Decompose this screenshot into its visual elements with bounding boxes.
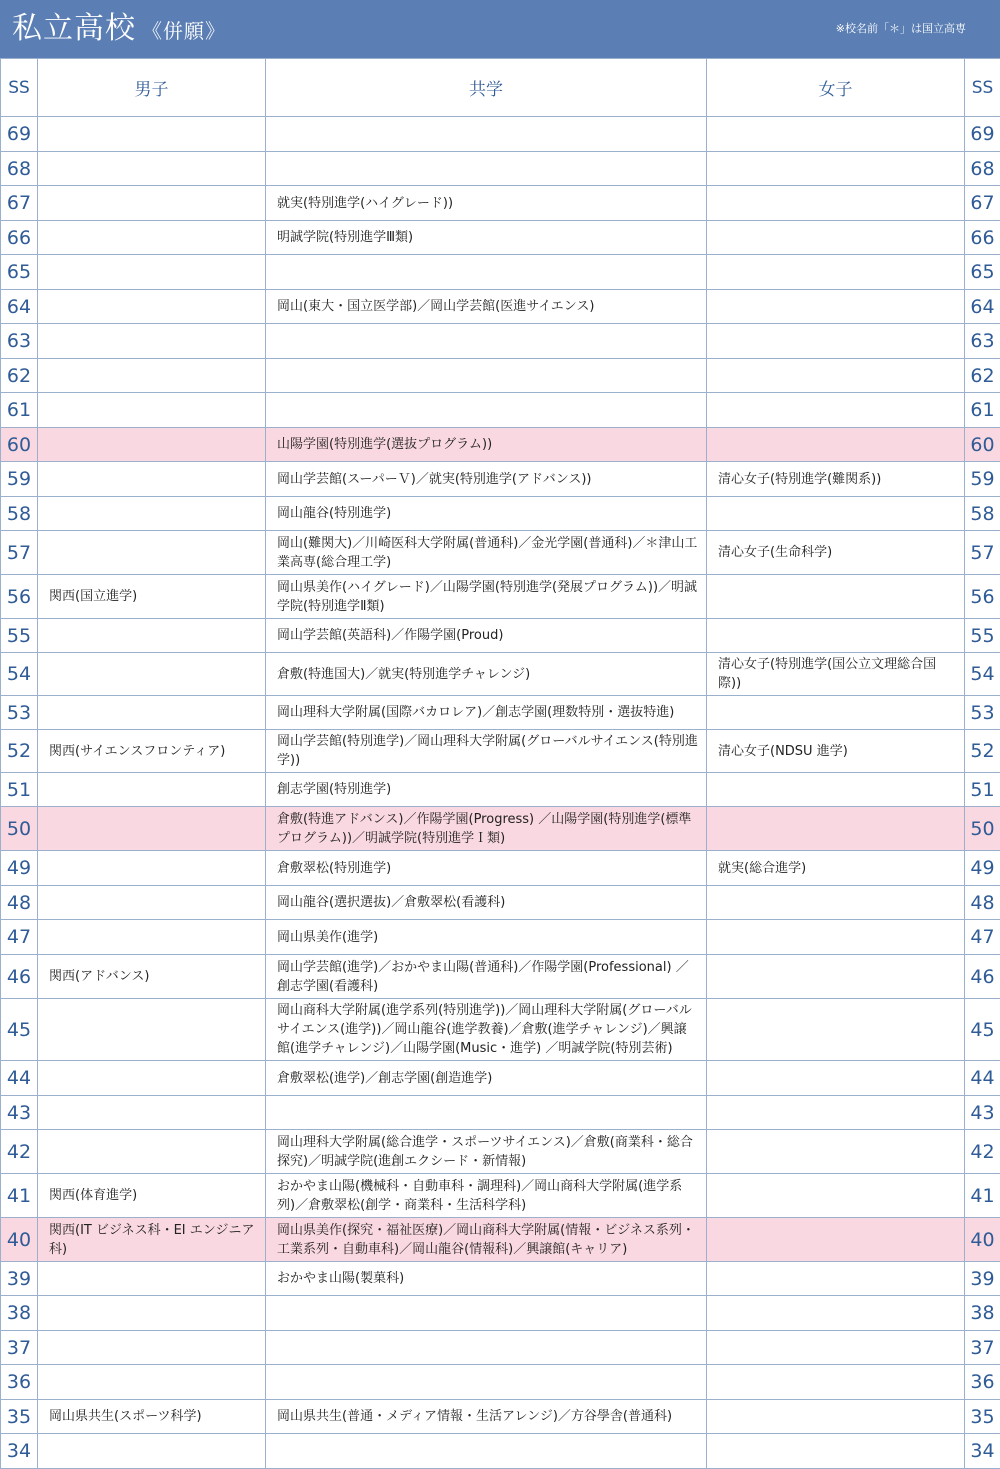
ss-left-cell: 55 <box>1 619 38 653</box>
ss-right-cell: 64 <box>965 290 1000 324</box>
ss-right-cell: 60 <box>965 428 1000 462</box>
girls-cell <box>707 1262 965 1296</box>
girls-cell <box>707 324 965 359</box>
table-row <box>1 186 1000 221</box>
boys-cell <box>38 807 266 851</box>
coed-cell: 岡山(難関大)／川崎医科大学附属(普通科)／金光学園(普通科)／＊津山工業高専(総合理工学) <box>266 531 707 575</box>
ss-right-cell: 65 <box>965 255 1000 290</box>
coed-cell: 創志学園(特別進学) <box>266 773 707 807</box>
boys-cell <box>38 1365 266 1400</box>
table-row <box>1 619 1000 653</box>
table-row <box>1 497 1000 531</box>
ss-left-cell: 37 <box>1 1331 38 1365</box>
boys-cell <box>38 696 266 730</box>
coed-cell <box>266 359 707 393</box>
table-row <box>1 1174 1000 1218</box>
girls-cell <box>707 807 965 851</box>
ss-right-cell: 63 <box>965 324 1000 359</box>
ss-left-cell: 68 <box>1 152 38 186</box>
ss-right-cell: 34 <box>965 1434 1000 1469</box>
coed-cell <box>266 255 707 290</box>
coed-cell: 倉敷(特進国大)／就実(特別進学チャレンジ) <box>266 653 707 696</box>
boys-cell <box>38 1262 266 1296</box>
table-row <box>1 117 1000 152</box>
table-row <box>1 462 1000 497</box>
header-coed: 共学 <box>266 59 707 117</box>
table-row <box>1 851 1000 886</box>
header-ss-right: SS <box>965 59 1000 117</box>
coed-cell: 岡山(東大・国立医学部)／岡山学芸館(医進サイエンス) <box>266 290 707 324</box>
boys-cell <box>38 428 266 462</box>
girls-cell <box>707 920 965 955</box>
girls-cell: 就実(総合進学) <box>707 851 965 886</box>
table-row <box>1 1130 1000 1174</box>
ranking-table <box>0 58 1000 1469</box>
ss-left-cell: 39 <box>1 1262 38 1296</box>
table-row <box>1 920 1000 955</box>
ss-right-cell: 40 <box>965 1218 1000 1262</box>
ss-right-cell: 46 <box>965 955 1000 999</box>
boys-cell <box>38 886 266 920</box>
girls-cell: 清心女子(生命科学) <box>707 531 965 575</box>
girls-cell <box>707 1218 965 1262</box>
coed-cell: 山陽学園(特別進学(選抜プログラム)) <box>266 428 707 462</box>
coed-cell: 岡山理科大学附属(総合進学・スポーツサイエンス)／倉敷(商業科・総合探究)／明誠学院(進創エクシード・新情報) <box>266 1130 707 1174</box>
ss-left-cell: 64 <box>1 290 38 324</box>
table-row <box>1 575 1000 619</box>
girls-cell <box>707 1331 965 1365</box>
table-row <box>1 428 1000 462</box>
ss-right-cell: 50 <box>965 807 1000 851</box>
boys-cell <box>38 255 266 290</box>
ss-left-cell: 44 <box>1 1061 38 1096</box>
girls-cell <box>707 393 965 428</box>
table-row <box>1 999 1000 1061</box>
ss-left-cell: 41 <box>1 1174 38 1218</box>
ss-left-cell: 50 <box>1 807 38 851</box>
ss-left-cell: 36 <box>1 1365 38 1400</box>
table-header-row <box>1 59 1000 117</box>
boys-cell <box>38 653 266 696</box>
ss-left-cell: 38 <box>1 1296 38 1331</box>
ss-right-cell: 58 <box>965 497 1000 531</box>
ss-right-cell: 52 <box>965 730 1000 773</box>
ss-left-cell: 48 <box>1 886 38 920</box>
ss-left-cell: 54 <box>1 653 38 696</box>
table-row <box>1 1434 1000 1469</box>
table-row <box>1 1262 1000 1296</box>
table-row <box>1 773 1000 807</box>
boys-cell <box>38 773 266 807</box>
girls-cell <box>707 428 965 462</box>
ss-left-cell: 43 <box>1 1096 38 1130</box>
boys-cell <box>38 999 266 1061</box>
header-note: ※校名前「＊」は国立高専 <box>836 22 966 36</box>
table-row <box>1 1218 1000 1262</box>
girls-cell <box>707 1061 965 1096</box>
table-body <box>1 117 1000 1469</box>
boys-cell: 関西(IT ビジネス科・EI エンジニア科) <box>38 1218 266 1262</box>
ss-right-cell: 59 <box>965 462 1000 497</box>
boys-cell: 関西(国立進学) <box>38 575 266 619</box>
girls-cell <box>707 255 965 290</box>
coed-cell: 岡山県美作(進学) <box>266 920 707 955</box>
coed-cell: 倉敷翠松(特別進学) <box>266 851 707 886</box>
boys-cell <box>38 1130 266 1174</box>
boys-cell <box>38 1296 266 1331</box>
boys-cell <box>38 152 266 186</box>
ss-left-cell: 69 <box>1 117 38 152</box>
header-bar <box>0 0 1000 58</box>
boys-cell <box>38 324 266 359</box>
boys-cell <box>38 1434 266 1469</box>
boys-cell <box>38 393 266 428</box>
coed-cell <box>266 324 707 359</box>
table-row <box>1 1400 1000 1434</box>
ss-left-cell: 67 <box>1 186 38 221</box>
header-ss-left: SS <box>1 59 38 117</box>
girls-cell: 清心女子(特別進学(国公立文理総合国際)) <box>707 653 965 696</box>
ss-left-cell: 47 <box>1 920 38 955</box>
ss-left-cell: 57 <box>1 531 38 575</box>
ss-left-cell: 34 <box>1 1434 38 1469</box>
table-row <box>1 1096 1000 1130</box>
header-boys: 男子 <box>38 59 266 117</box>
girls-cell <box>707 186 965 221</box>
ss-right-cell: 43 <box>965 1096 1000 1130</box>
boys-cell <box>38 497 266 531</box>
ss-right-cell: 67 <box>965 186 1000 221</box>
coed-cell: 岡山学芸館(英語科)／作陽学園(Proud) <box>266 619 707 653</box>
girls-cell <box>707 1296 965 1331</box>
girls-cell <box>707 1400 965 1434</box>
table-row <box>1 359 1000 393</box>
ss-right-cell: 61 <box>965 393 1000 428</box>
ss-right-cell: 62 <box>965 359 1000 393</box>
coed-cell: 岡山学芸館(進学)／おかやま山陽(普通科)／作陽学園(Professional) ／創志学園(看護科) <box>266 955 707 999</box>
girls-cell <box>707 886 965 920</box>
ss-right-cell: 51 <box>965 773 1000 807</box>
girls-cell <box>707 359 965 393</box>
girls-cell <box>707 1365 965 1400</box>
coed-cell: 倉敷翠松(進学)／創志学園(創造進学) <box>266 1061 707 1096</box>
girls-cell <box>707 290 965 324</box>
girls-cell <box>707 1096 965 1130</box>
boys-cell: 関西(サイエンスフロンティア) <box>38 730 266 773</box>
table-row <box>1 1061 1000 1096</box>
boys-cell <box>38 462 266 497</box>
ss-left-cell: 60 <box>1 428 38 462</box>
girls-cell <box>707 773 965 807</box>
ss-right-cell: 57 <box>965 531 1000 575</box>
table-row <box>1 152 1000 186</box>
coed-cell: 岡山龍谷(選択選抜)／倉敷翠松(看護科) <box>266 886 707 920</box>
coed-cell: 岡山商科大学附属(進学系列(特別進学))／岡山理科大学附属(グローバルサイエンス(進学))／岡山龍谷(進学教養)／倉敷(進学チャレンジ)／興譲館(進学チャレンジ)／山陽学園(Music・進学) ／明誠学院(特別芸術) <box>266 999 707 1061</box>
boys-cell <box>38 619 266 653</box>
girls-cell <box>707 696 965 730</box>
girls-cell <box>707 955 965 999</box>
table-row <box>1 531 1000 575</box>
coed-cell <box>266 152 707 186</box>
ss-right-cell: 36 <box>965 1365 1000 1400</box>
ss-left-cell: 63 <box>1 324 38 359</box>
ss-left-cell: 61 <box>1 393 38 428</box>
ss-right-cell: 38 <box>965 1296 1000 1331</box>
title-text: 私立高校 <box>12 11 136 46</box>
boys-cell <box>38 1061 266 1096</box>
boys-cell <box>38 851 266 886</box>
table-row <box>1 730 1000 773</box>
girls-cell <box>707 1174 965 1218</box>
ss-right-cell: 56 <box>965 575 1000 619</box>
table-row <box>1 955 1000 999</box>
boys-cell <box>38 221 266 255</box>
ss-right-cell: 41 <box>965 1174 1000 1218</box>
table-row <box>1 886 1000 920</box>
ss-right-cell: 69 <box>965 117 1000 152</box>
ss-left-cell: 62 <box>1 359 38 393</box>
coed-cell <box>266 1296 707 1331</box>
ss-left-cell: 51 <box>1 773 38 807</box>
table-row <box>1 1365 1000 1400</box>
coed-cell: 明誠学院(特別進学Ⅲ類) <box>266 221 707 255</box>
coed-cell <box>266 393 707 428</box>
ss-right-cell: 45 <box>965 999 1000 1061</box>
ss-left-cell: 45 <box>1 999 38 1061</box>
girls-cell <box>707 999 965 1061</box>
ss-left-cell: 58 <box>1 497 38 531</box>
ss-right-cell: 53 <box>965 696 1000 730</box>
table-row <box>1 807 1000 851</box>
girls-cell <box>707 221 965 255</box>
coed-cell: 岡山県美作(ハイグレード)／山陽学園(特別進学(発展プログラム))／明誠学院(特別進学Ⅱ類) <box>266 575 707 619</box>
ss-left-cell: 59 <box>1 462 38 497</box>
ss-right-cell: 47 <box>965 920 1000 955</box>
ss-left-cell: 56 <box>1 575 38 619</box>
table-row <box>1 1296 1000 1331</box>
boys-cell <box>38 1096 266 1130</box>
ss-left-cell: 42 <box>1 1130 38 1174</box>
ss-right-cell: 42 <box>965 1130 1000 1174</box>
coed-cell <box>266 1096 707 1130</box>
ss-left-cell: 35 <box>1 1400 38 1434</box>
girls-cell: 清心女子(NDSU 進学) <box>707 730 965 773</box>
table-row <box>1 653 1000 696</box>
ss-right-cell: 49 <box>965 851 1000 886</box>
header-girls: 女子 <box>707 59 965 117</box>
table-row <box>1 290 1000 324</box>
ss-left-cell: 49 <box>1 851 38 886</box>
coed-cell: 就実(特別進学(ハイグレード)) <box>266 186 707 221</box>
title-subtitle: 《併願》 <box>142 19 226 43</box>
boys-cell <box>38 920 266 955</box>
coed-cell <box>266 1365 707 1400</box>
coed-cell: 岡山学芸館(特別進学)／岡山理科大学附属(グローバルサイエンス(特別進学)) <box>266 730 707 773</box>
table-row <box>1 255 1000 290</box>
girls-cell <box>707 497 965 531</box>
coed-cell: 岡山龍谷(特別進学) <box>266 497 707 531</box>
coed-cell: 岡山県共生(普通・メディア情報・生活アレンジ)／方谷學舎(普通科) <box>266 1400 707 1434</box>
ss-right-cell: 35 <box>965 1400 1000 1434</box>
ss-left-cell: 52 <box>1 730 38 773</box>
coed-cell: 岡山学芸館(スーパーＶ)／就実(特別進学(アドバンス)) <box>266 462 707 497</box>
girls-cell <box>707 152 965 186</box>
ss-right-cell: 68 <box>965 152 1000 186</box>
coed-cell: 岡山県美作(探究・福祉医療)／岡山商科大学附属(情報・ビジネス系列・工業系列・自動車科)／岡山龍谷(情報科)／興譲館(キャリア) <box>266 1218 707 1262</box>
girls-cell <box>707 619 965 653</box>
girls-cell: 清心女子(特別進学(難関系)) <box>707 462 965 497</box>
boys-cell: 関西(アドバンス) <box>38 955 266 999</box>
ss-right-cell: 39 <box>965 1262 1000 1296</box>
table-row <box>1 324 1000 359</box>
boys-cell <box>38 117 266 152</box>
table-row <box>1 696 1000 730</box>
table-row <box>1 1331 1000 1365</box>
boys-cell: 岡山県共生(スポーツ科学) <box>38 1400 266 1434</box>
ss-left-cell: 66 <box>1 221 38 255</box>
ss-right-cell: 55 <box>965 619 1000 653</box>
coed-cell: おかやま山陽(機械科・自動車科・調理科)／岡山商科大学附属(進学系列)／倉敷翠松(創学・商業科・生活科学科) <box>266 1174 707 1218</box>
coed-cell <box>266 1434 707 1469</box>
boys-cell <box>38 359 266 393</box>
ss-right-cell: 54 <box>965 653 1000 696</box>
boys-cell <box>38 531 266 575</box>
boys-cell <box>38 186 266 221</box>
coed-cell: おかやま山陽(製菓科) <box>266 1262 707 1296</box>
boys-cell: 関西(体育進学) <box>38 1174 266 1218</box>
ss-right-cell: 44 <box>965 1061 1000 1096</box>
coed-cell <box>266 117 707 152</box>
boys-cell <box>38 290 266 324</box>
girls-cell <box>707 575 965 619</box>
girls-cell <box>707 1434 965 1469</box>
table-row <box>1 393 1000 428</box>
girls-cell <box>707 117 965 152</box>
ss-left-cell: 65 <box>1 255 38 290</box>
boys-cell <box>38 1331 266 1365</box>
ss-right-cell: 66 <box>965 221 1000 255</box>
coed-cell <box>266 1331 707 1365</box>
coed-cell: 岡山理科大学附属(国際バカロレア)／創志学園(理数特別・選抜特進) <box>266 696 707 730</box>
ss-left-cell: 53 <box>1 696 38 730</box>
coed-cell: 倉敷(特進アドバンス)／作陽学園(Progress) ／山陽学園(特別進学(標準プログラム))／明誠学院(特別進学Ｉ類) <box>266 807 707 851</box>
ss-left-cell: 46 <box>1 955 38 999</box>
page-title <box>12 9 226 51</box>
girls-cell <box>707 1130 965 1174</box>
ss-right-cell: 48 <box>965 886 1000 920</box>
table-row <box>1 221 1000 255</box>
ss-left-cell: 40 <box>1 1218 38 1262</box>
ss-right-cell: 37 <box>965 1331 1000 1365</box>
